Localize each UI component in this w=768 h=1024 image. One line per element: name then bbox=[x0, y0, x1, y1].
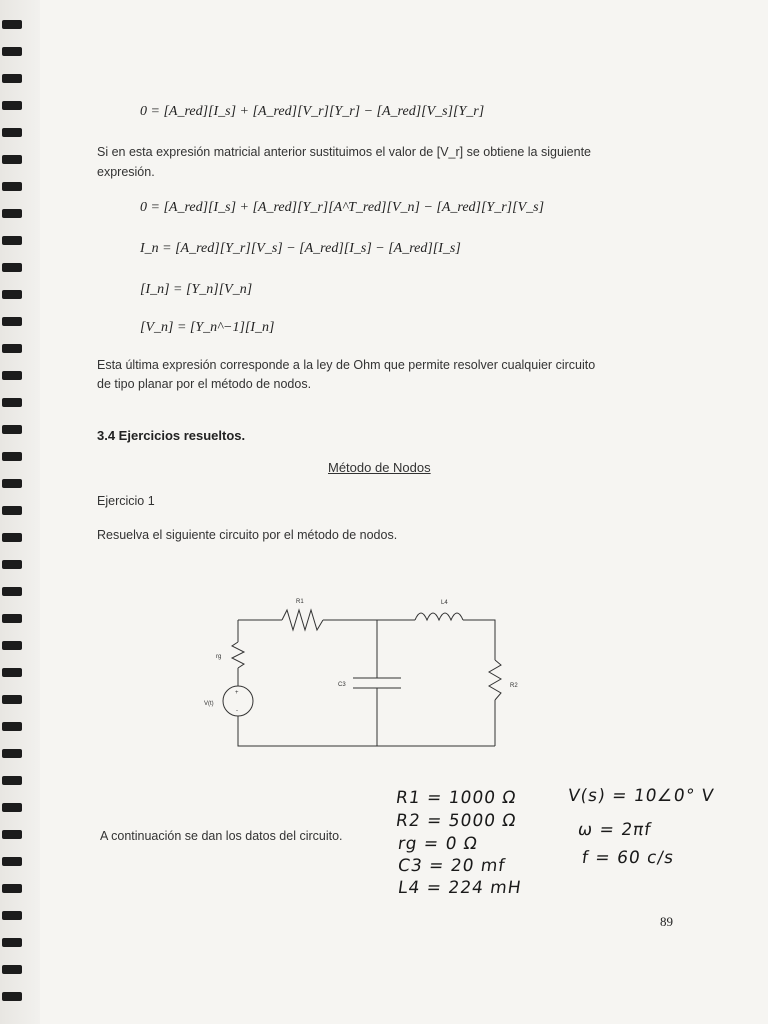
label-source: V(t) bbox=[204, 701, 214, 707]
binding-coil bbox=[2, 155, 22, 164]
binding-coil bbox=[2, 20, 22, 29]
binding-coil bbox=[2, 992, 22, 1001]
equation-1: 0 = [A_red][I_s] + [A_red][V_r][Y_r] − [A_red][V_s][Y_r] bbox=[140, 104, 485, 119]
subtitle: Método de Nodos bbox=[328, 460, 431, 475]
l4-inductor bbox=[415, 613, 463, 620]
exercise-title: Ejercicio 1 bbox=[97, 494, 155, 508]
source-minus: - bbox=[236, 708, 238, 714]
binding-coil bbox=[2, 371, 22, 380]
binding-coil bbox=[2, 182, 22, 191]
binding-coil bbox=[2, 749, 22, 758]
source-plus: + bbox=[235, 690, 239, 696]
binding-coil bbox=[2, 452, 22, 461]
paragraph-1-line-2: expresión. bbox=[97, 165, 155, 179]
binding-coil bbox=[2, 560, 22, 569]
binding-coil bbox=[2, 911, 22, 920]
equation-2: 0 = [A_red][I_s] + [A_red][Y_r][A^T_red][V_n] − [A_red][Y_r][V_s] bbox=[140, 200, 545, 215]
equation-5: [V_n] = [Y_n^−1][I_n] bbox=[140, 320, 275, 335]
wire-left-bottom bbox=[238, 716, 495, 746]
hand-r2: R2 = 5000 Ω bbox=[394, 811, 518, 831]
binding-coil bbox=[2, 776, 22, 785]
label-rg: rg bbox=[216, 654, 222, 660]
wire-top-right bbox=[463, 620, 495, 660]
hand-r1: R1 = 1000 Ω bbox=[394, 788, 518, 808]
binding-coil bbox=[2, 236, 22, 245]
binding-coil bbox=[2, 533, 22, 542]
paragraph-2-line-1: Esta última expresión corresponde a la ley de Ohm que permite resolver cualquier circuito bbox=[97, 358, 596, 372]
hand-freq: f = 60 c/s bbox=[580, 848, 676, 868]
rg-resistor bbox=[232, 642, 244, 668]
binding-coil bbox=[2, 101, 22, 110]
label-r1: R1 bbox=[296, 599, 304, 605]
hand-omega: ω = 2πf bbox=[576, 820, 653, 840]
binding-coil bbox=[2, 830, 22, 839]
binding-coil bbox=[2, 74, 22, 83]
section-heading: 3.4 Ejercicios resueltos. bbox=[97, 428, 246, 443]
binding-coil bbox=[2, 398, 22, 407]
binding-coil bbox=[2, 209, 22, 218]
binding-coil bbox=[2, 479, 22, 488]
binding-coil bbox=[2, 668, 22, 677]
paragraph-2-line-2: de tipo planar por el método de nodos. bbox=[97, 377, 312, 391]
r1-resistor bbox=[282, 610, 323, 630]
label-c3: C3 bbox=[338, 682, 346, 688]
binding-coil bbox=[2, 722, 22, 731]
binding-coil bbox=[2, 47, 22, 56]
binding-coil bbox=[2, 425, 22, 434]
binding-coil bbox=[2, 587, 22, 596]
label-l4: L4 bbox=[441, 600, 448, 606]
binding-coil bbox=[2, 128, 22, 137]
binding-coil bbox=[2, 857, 22, 866]
binding-coil bbox=[2, 263, 22, 272]
label-r2: R2 bbox=[510, 683, 518, 689]
binding-coil bbox=[2, 884, 22, 893]
binding-coil bbox=[2, 317, 22, 326]
spiral-binding bbox=[0, 0, 40, 1024]
binding-coil bbox=[2, 506, 22, 515]
binding-coil bbox=[2, 695, 22, 704]
binding-coil bbox=[2, 641, 22, 650]
binding-coil bbox=[2, 965, 22, 974]
circuit-diagram bbox=[190, 590, 520, 760]
binding-coil bbox=[2, 938, 22, 947]
hand-c3: C3 = 20 mf bbox=[396, 856, 507, 876]
hand-vs: V(s) = 10∠0° V bbox=[566, 786, 716, 806]
data-intro: A continuación se dan los datos del circuito. bbox=[100, 829, 343, 843]
paragraph-1-line-1: Si en esta expresión matricial anterior sustituimos el valor de [V_r] se obtiene la siguiente bbox=[97, 145, 592, 159]
binding-coil bbox=[2, 344, 22, 353]
hand-l4: L4 = 224 mH bbox=[396, 878, 523, 898]
exercise-instruction: Resuelva el siguiente circuito por el método de nodos. bbox=[97, 528, 398, 542]
equation-4: [I_n] = [Y_n][V_n] bbox=[140, 282, 253, 297]
page-number: 89 bbox=[660, 914, 673, 929]
binding-coil bbox=[2, 803, 22, 812]
equation-3: I_n = [A_red][Y_r][V_s] − [A_red][I_s] − [A_red][I_s] bbox=[140, 241, 461, 256]
binding-coil bbox=[2, 614, 22, 623]
r2-resistor bbox=[489, 660, 501, 700]
binding-coil bbox=[2, 290, 22, 299]
hand-rg: rg = 0 Ω bbox=[396, 834, 480, 854]
